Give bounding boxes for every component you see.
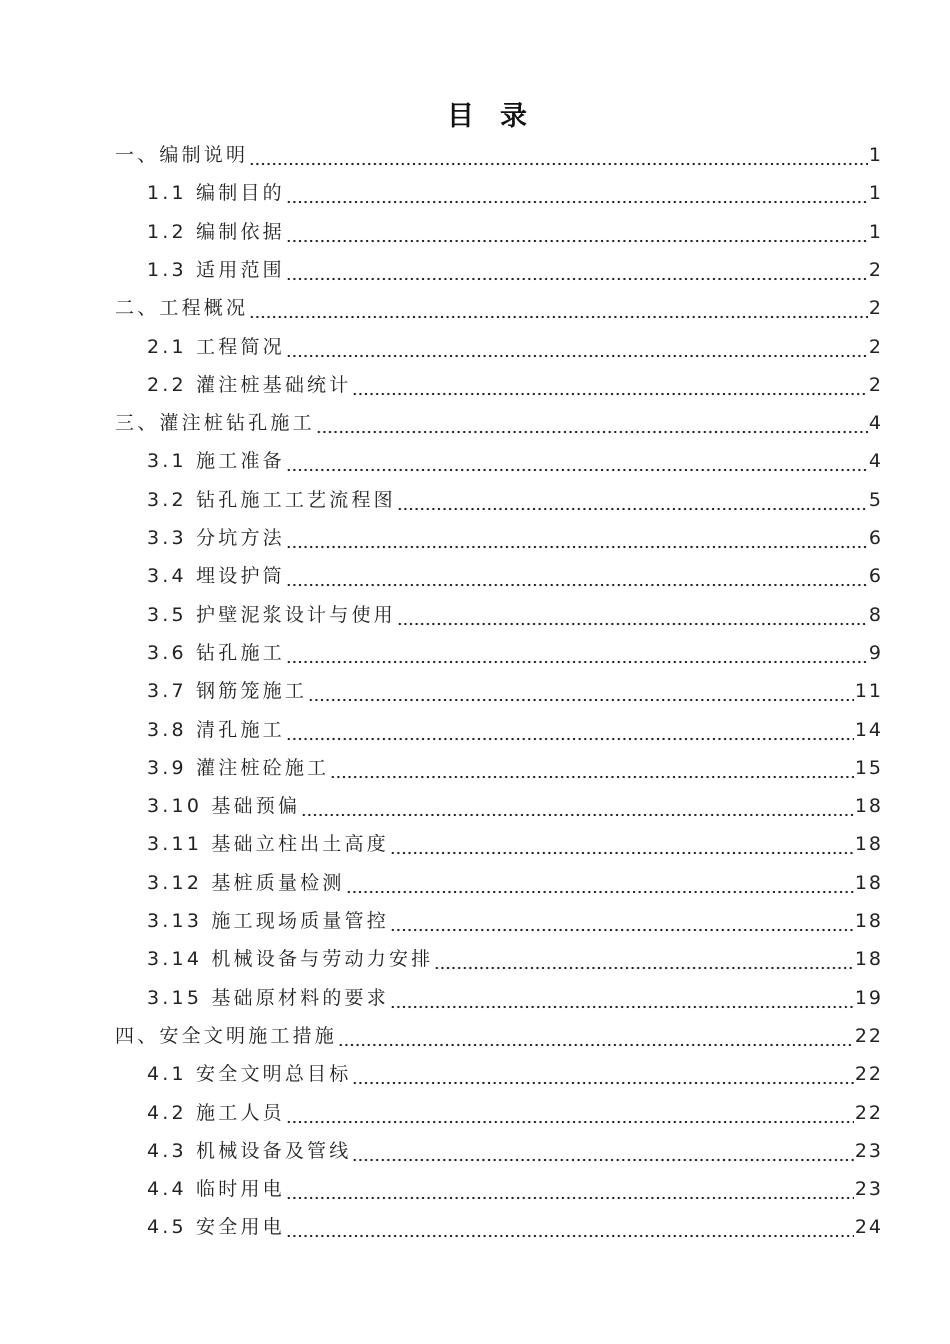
- dot-leader: [249, 140, 868, 170]
- toc-entry-label[interactable]: 3.12 基桩质量检测: [147, 871, 345, 894]
- toc-entry-29[interactable]: [147, 1212, 881, 1242]
- toc-entry-12[interactable]: [147, 561, 881, 591]
- toc-entry-label[interactable]: 3.6 钻孔施工: [147, 641, 285, 664]
- toc-entry-page-number: 23: [854, 1178, 883, 1201]
- toc-entry-14[interactable]: [147, 638, 881, 668]
- toc-entry-label[interactable]: 3.14 机械设备与劳动力安排: [147, 948, 434, 971]
- toc-entry-label[interactable]: 4.4 临时用电: [147, 1178, 285, 1201]
- toc-entry-page-number: 22: [854, 1024, 883, 1047]
- toc-entry-label[interactable]: 4.2 施工人员: [147, 1101, 285, 1124]
- toc-entry-27[interactable]: [147, 1136, 881, 1166]
- toc-entry-28[interactable]: [147, 1174, 881, 1204]
- toc-entry-3[interactable]: [147, 217, 881, 247]
- dot-leader: [249, 293, 868, 323]
- toc-entry-label[interactable]: 3.10 基础预偏: [147, 795, 301, 818]
- toc-entry-22[interactable]: [147, 944, 881, 974]
- dot-leader: [352, 1136, 853, 1166]
- dot-leader: [286, 255, 868, 285]
- dot-leader: [286, 1174, 854, 1204]
- toc-entry-page-number: 15: [854, 756, 883, 779]
- toc-entry-label[interactable]: 二、工程概况: [115, 297, 249, 320]
- toc-entry-17[interactable]: [147, 753, 881, 783]
- dot-leader: [286, 638, 868, 668]
- toc-entry-8[interactable]: [115, 408, 881, 438]
- toc-entry-page-number: 22: [854, 1063, 883, 1086]
- dot-leader: [390, 906, 854, 936]
- dot-leader: [352, 1059, 853, 1089]
- toc-entry-page-number: 8: [868, 603, 883, 626]
- toc-entry-label[interactable]: 四、安全文明施工措施: [115, 1024, 338, 1047]
- toc-entry-page-number: 2: [868, 258, 883, 281]
- toc-entry-page-number: 2: [868, 335, 883, 358]
- toc-entry-21[interactable]: [147, 906, 881, 936]
- toc-entry-label[interactable]: 3.8 清孔施工: [147, 718, 285, 741]
- toc-entry-label[interactable]: 3.3 分坑方法: [147, 527, 285, 549]
- toc-entry-label[interactable]: 1.2 编制依据: [147, 220, 285, 243]
- dot-leader: [286, 446, 868, 476]
- toc-entry-20[interactable]: [147, 868, 881, 898]
- dot-leader: [286, 217, 868, 247]
- dot-leader: [390, 829, 854, 859]
- dot-leader: [286, 523, 868, 553]
- toc-entry-label[interactable]: 4.1 安全文明总目标: [147, 1063, 352, 1086]
- toc-entry-page-number: 14: [854, 718, 883, 741]
- toc-entry-label[interactable]: 1.1 编制目的: [147, 182, 285, 205]
- toc-entry-2[interactable]: [147, 178, 881, 208]
- dot-leader: [352, 370, 867, 400]
- toc-entry-16[interactable]: [147, 715, 881, 745]
- toc-entry-label[interactable]: 1.3 适用范围: [147, 258, 285, 281]
- dot-leader: [434, 944, 853, 974]
- toc-entry-page-number: 5: [868, 488, 883, 511]
- toc-entry-label[interactable]: 4.3 机械设备及管线: [147, 1139, 352, 1162]
- toc-entry-6[interactable]: [147, 332, 881, 362]
- dot-leader: [346, 868, 854, 898]
- dot-leader: [286, 561, 868, 591]
- toc-title: 目录: [447, 101, 553, 132]
- toc-entry-23[interactable]: [147, 983, 881, 1013]
- dot-leader: [397, 485, 868, 515]
- dot-leader: [308, 676, 854, 706]
- toc-entry-5[interactable]: [115, 293, 881, 323]
- toc-entry-label[interactable]: 3.15 基础原材料的要求: [147, 986, 389, 1009]
- toc-entry-page-number: 1: [868, 144, 883, 166]
- toc-entry-label[interactable]: 3.5 护壁泥浆设计与使用: [147, 603, 396, 626]
- toc-entry-page-number: 22: [854, 1101, 883, 1124]
- toc-entry-page-number: 1: [868, 182, 883, 205]
- dot-leader: [301, 791, 854, 821]
- toc-entry-10[interactable]: [147, 485, 881, 515]
- toc-entry-label[interactable]: 3.7 钢筋笼施工: [147, 680, 308, 703]
- toc-entry-label[interactable]: 3.11 基础立柱出土高度: [147, 833, 389, 856]
- toc-entry-25[interactable]: [147, 1059, 881, 1089]
- toc-entry-page-number: 2: [868, 297, 883, 320]
- toc-entry-page-number: 9: [868, 641, 883, 664]
- toc-entry-page-number: 23: [854, 1139, 883, 1162]
- toc-entry-1[interactable]: [115, 140, 881, 170]
- toc-entry-11[interactable]: [147, 523, 881, 553]
- toc-entry-9[interactable]: [147, 446, 881, 476]
- toc-entry-label[interactable]: 3.13 施工现场质量管控: [147, 910, 389, 932]
- toc-entry-page-number: 6: [868, 565, 883, 588]
- toc-entry-page-number: 18: [854, 871, 883, 894]
- toc-entry-19[interactable]: [147, 829, 881, 859]
- dot-leader: [286, 178, 868, 208]
- dot-leader: [397, 600, 868, 630]
- toc-entry-page-number: 4: [868, 412, 883, 435]
- toc-entry-label[interactable]: 三、灌注桩钻孔施工: [115, 412, 315, 435]
- dot-leader: [316, 408, 868, 438]
- toc-entry-page-number: 18: [854, 910, 883, 932]
- toc-entry-page-number: 19: [854, 986, 883, 1009]
- toc-entry-18[interactable]: [147, 791, 881, 821]
- dot-leader: [338, 1021, 854, 1051]
- toc-entry-page-number: 2: [868, 373, 883, 396]
- toc-entry-7[interactable]: [147, 370, 881, 400]
- toc-entry-page-number: 1: [868, 220, 883, 243]
- dot-leader: [286, 332, 868, 362]
- toc-entry-label[interactable]: 3.1 施工准备: [147, 450, 285, 473]
- toc-entry-page-number: 11: [854, 680, 883, 703]
- toc-entry-label[interactable]: 2.2 灌注桩基础统计: [147, 373, 352, 396]
- toc-entry-24[interactable]: [115, 1021, 881, 1051]
- dot-leader: [390, 983, 854, 1013]
- dot-leader: [330, 753, 854, 783]
- toc-entry-page-number: 4: [868, 450, 883, 473]
- toc-entry-page-number: 18: [854, 833, 883, 856]
- toc-entry-label[interactable]: 3.9 灌注桩砼施工: [147, 756, 330, 779]
- toc-entry-page-number: 18: [854, 795, 883, 818]
- toc-entry-label[interactable]: 4.5 安全用电: [147, 1216, 285, 1239]
- dot-leader: [286, 1212, 854, 1242]
- toc-entry-label[interactable]: 一、编制说明: [115, 144, 249, 166]
- toc-entry-page-number: 18: [854, 948, 883, 971]
- toc-entry-4[interactable]: [147, 255, 881, 285]
- dot-leader: [286, 1098, 854, 1128]
- toc-entry-page-number: 24: [854, 1216, 883, 1239]
- toc-entry-label[interactable]: 3.2 钻孔施工工艺流程图: [147, 488, 396, 511]
- toc-entry-page-number: 6: [868, 527, 883, 549]
- toc-entry-13[interactable]: [147, 600, 881, 630]
- toc-entry-label[interactable]: 2.1 工程简况: [147, 335, 285, 358]
- toc-entry-label[interactable]: 3.4 埋设护筒: [147, 565, 285, 588]
- toc-entry-26[interactable]: [147, 1098, 881, 1128]
- dot-leader: [286, 715, 854, 745]
- toc-entry-15[interactable]: [147, 676, 881, 706]
